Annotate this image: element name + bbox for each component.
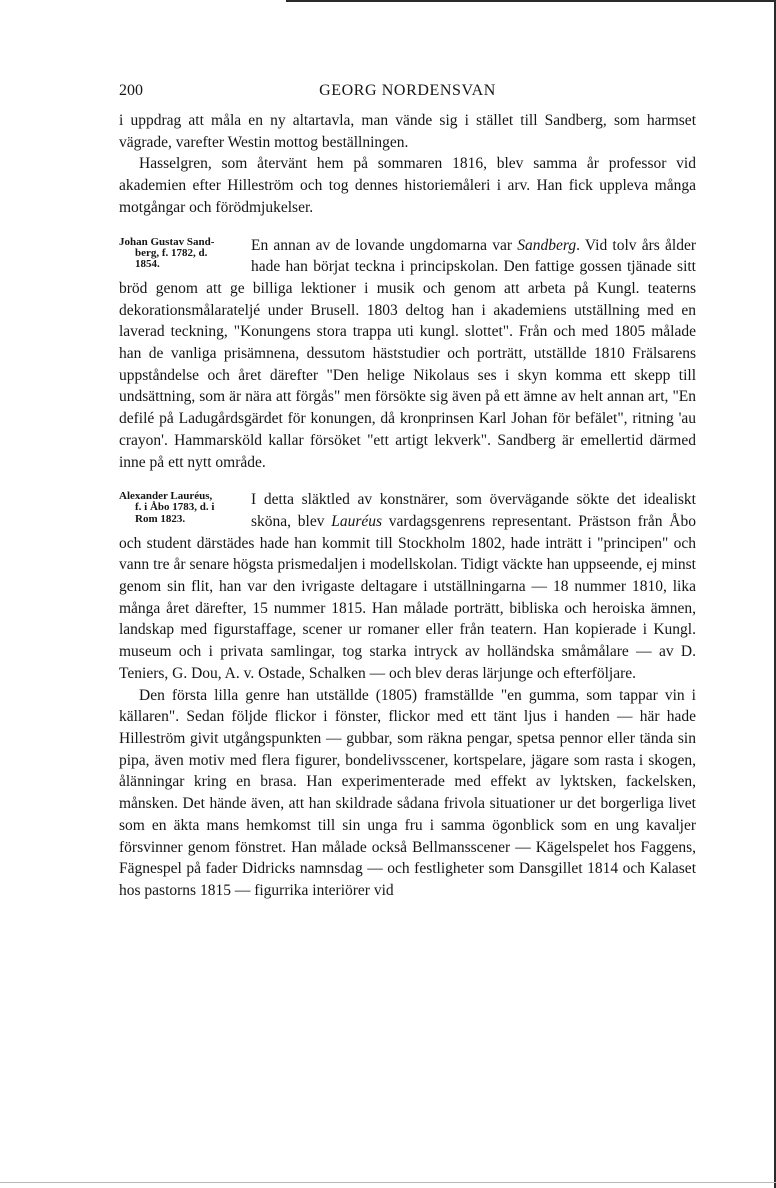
intro-paragraph-1: i uppdrag att måla en ny altartavla, man vände sig i stället till Sandberg, som harmset vägrade, varefter Westin mottog beställningen. xyxy=(119,112,696,151)
margin-note-laureus xyxy=(119,491,243,525)
text-run: vardagsgenrens representant. Prästson från Åbo och student därstädes hade han kommit till Stockholm 1802, hade inträtt i "principen" och vann tre år senare högsta prismedaljen i modellskolan. Tidigt väckte han uppseende, ej minst genom sin flit, han var den ivrigaste deltagare i utställningarna — 18 nummer 1810, lika många året därefter, 15 nummer 1815. Han målade porträtt, bibliska och heroiska ämnen, landskap med figurstaffage, scener ur romaner eller från teatern. Han kopierade i Kungl. museum och i privata samlingar, tog starka intryck av holländska småmålare — av D. Teniers, G. Dou, A. v. Ostade, Schalken — och blev deras lärjunge och efterföljare. xyxy=(119,512,696,682)
note-line: berg, f. 1782, d. xyxy=(135,246,208,259)
running-head: GEORG NORDENSVAN xyxy=(319,82,496,99)
section-sandberg xyxy=(119,235,696,474)
note-line: Rom 1823. xyxy=(135,512,186,525)
text-run: En annan av de lovande ungdomarna var xyxy=(251,236,518,254)
text-run: I detta släktled av konstnärer, som övervägande sökte det idealiskt sköna, blev xyxy=(251,491,696,530)
note-line: Alexander Lauréus, xyxy=(119,490,213,503)
sandberg-paragraph xyxy=(119,235,696,474)
page-number: 200 xyxy=(119,82,143,99)
note-line: Johan Gustav Sand- xyxy=(119,235,215,248)
intro-paragraph-2: Hasselgren, som återvänt hem på sommaren 1816, blev samma år professor vid akademien efter Hilleström och tog dennes historiemåleri i arv. Han fick uppleva många motgångar och förödmjukelser. xyxy=(119,155,696,216)
text-run: . Vid tolv års ålder hade han börjat teckna i principskolan. Den fattige gossen tjänade sitt bröd genom att ge billiga lektioner i musik och genom att arbeta på Kungl. teaterns dekorationsmålarateljé under Brusell. 1803 deltog han i akademiens utställning med en laverad teckning, "Konungens stora trappa uti kungl. slottet". Från och med 1805 målade han de vanliga prisämnena, dessutom häststudier och porträtt, utställde 1810 Frälsarens uppståndelse och året därefter "Den helige Nikolaus ses i skyn komma ett skepp till undsättning, som är nära att förgås" men försökte sig även på ett ämne av helt annan art, "En defilé på Ladugårdsgärdet för konungen, då kronprinsen Karl Johan för befälet", ritning 'au crayon'. Hammarsköld kallar försöket "ett artigt lekverk". Sandberg är emellertid därmed inne på ett nytt område. xyxy=(119,236,697,471)
scan-edge-top xyxy=(286,0,776,2)
book-page xyxy=(119,82,696,902)
scan-edge-bottom xyxy=(0,1182,776,1183)
section-gap xyxy=(119,219,696,235)
artist-name: Lauréus xyxy=(331,512,383,530)
note-line: 1854. xyxy=(135,257,160,270)
margin-note-sandberg xyxy=(119,237,243,271)
section-laureus xyxy=(119,489,696,901)
artist-name: Sandberg xyxy=(517,236,577,254)
laureus-paragraph-2: Den första lilla genre han utställde (1805) framställde "en gumma, som tappar vin i källaren". Sedan följde flickor i fönster, flickor med ett tänt ljus i handen — här hade Hilleström givit utgångspunkten — gubbar, som räkna pengar, spetsa pennor eller tända sin pipa, även motiv med flera figurer, bondelivsscener, kortspelare, jägare som rasta i skogen, ålänningar kring en brasa. Han experimenterade med effekt av lyktsken, fackelsken, månsken. Det hände även, att han skildrade sådana frivola situationer ur det borgerliga livet som en äkta mans hemkomst till sin unga fru i samma ögonblick som en ung kavaljer försvinner genom fönstret. Han målade också Bellmansscener — Kägelspelet hos Faggens, Fägnespel på fader Didricks namnsdag — och festligheter som Dansgillet 1814 och Kalaset hos pastorns 1815 — figurrika interiörer vid xyxy=(119,686,696,899)
page-header xyxy=(119,82,696,110)
section-gap xyxy=(119,473,696,489)
note-line: f. i Åbo 1783, d. i xyxy=(135,501,215,514)
